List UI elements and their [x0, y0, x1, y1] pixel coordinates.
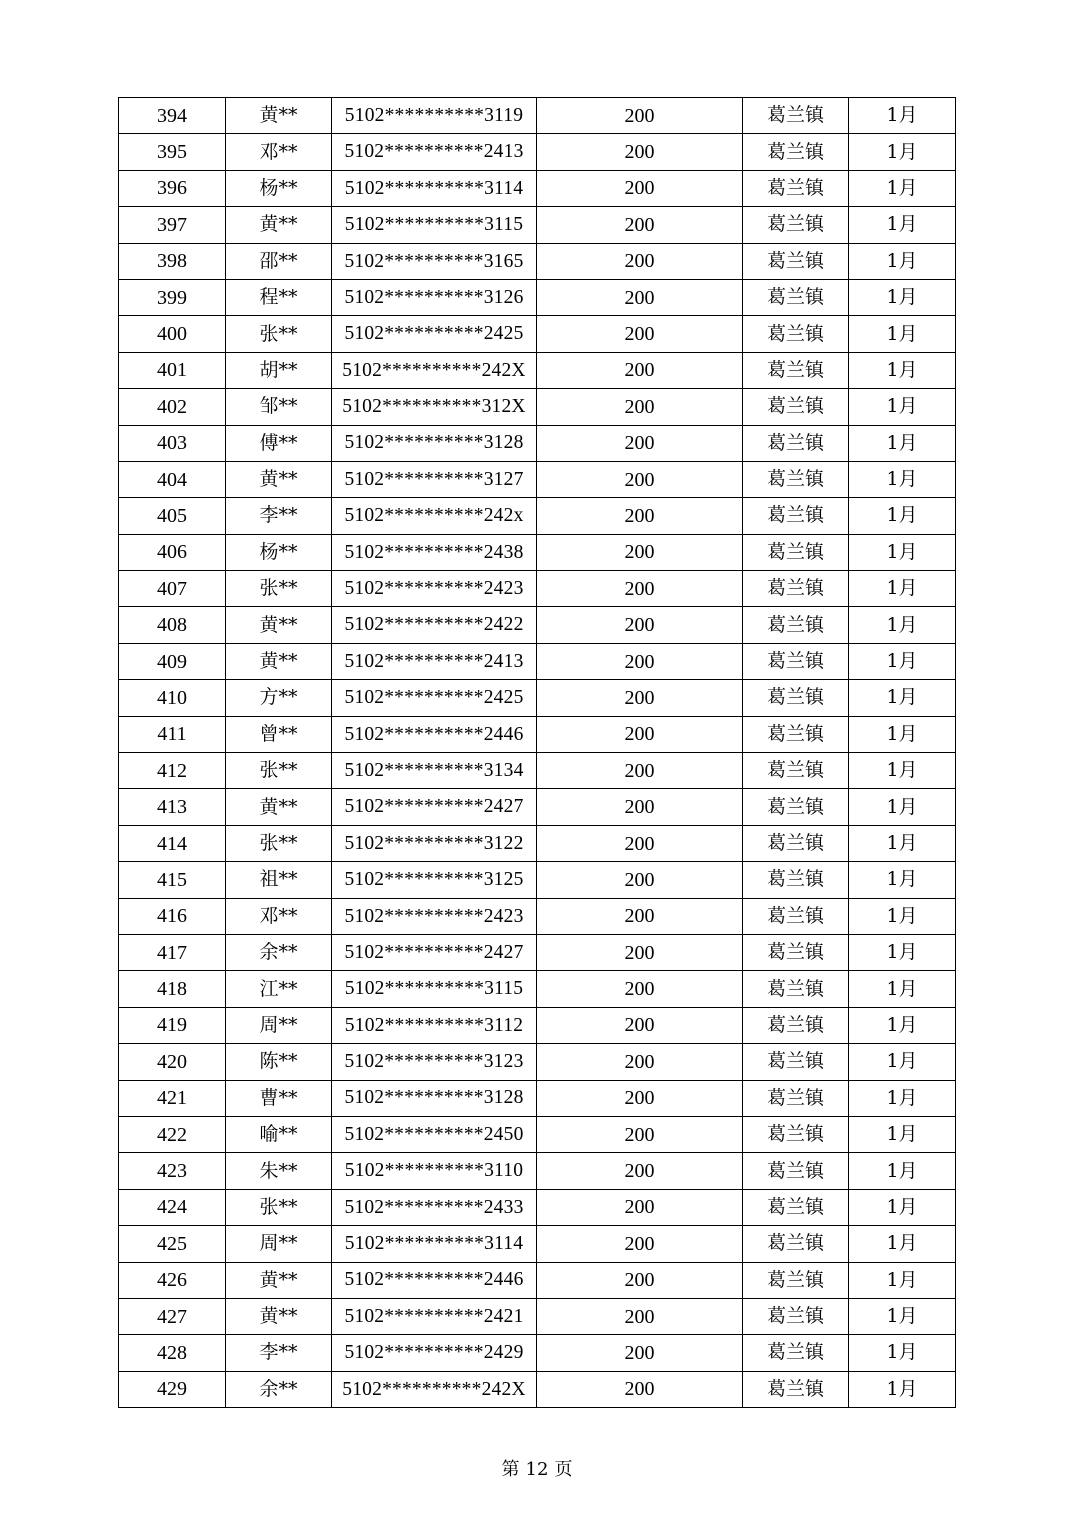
- table-row: [119, 461, 956, 497]
- month-cell: 1月: [849, 170, 956, 206]
- month-cell: 1月: [849, 352, 956, 388]
- seq-cell: 403: [119, 425, 226, 461]
- seq-cell: 395: [119, 134, 226, 170]
- table-row: [119, 716, 956, 752]
- town-cell: 葛兰镇: [743, 1371, 849, 1407]
- seq-cell: 404: [119, 461, 226, 497]
- amount-cell: 200: [537, 389, 743, 425]
- month-cell: 1月: [849, 753, 956, 789]
- id-number-cell: 5102**********242X: [332, 1371, 537, 1407]
- id-number-cell: 5102**********3128: [332, 425, 537, 461]
- name-cell: 喻**: [226, 1116, 332, 1152]
- id-number-cell: 5102**********2421: [332, 1298, 537, 1334]
- town-cell: 葛兰镇: [743, 571, 849, 607]
- name-cell: 黄**: [226, 1262, 332, 1298]
- town-cell: 葛兰镇: [743, 98, 849, 134]
- amount-cell: 200: [537, 1007, 743, 1043]
- name-cell: 方**: [226, 680, 332, 716]
- name-cell: 黄**: [226, 98, 332, 134]
- amount-cell: 200: [537, 498, 743, 534]
- name-cell: 张**: [226, 1189, 332, 1225]
- month-cell: 1月: [849, 1044, 956, 1080]
- name-cell: 朱**: [226, 1153, 332, 1189]
- town-cell: 葛兰镇: [743, 753, 849, 789]
- id-number-cell: 5102**********3165: [332, 243, 537, 279]
- month-cell: 1月: [849, 607, 956, 643]
- name-cell: 余**: [226, 934, 332, 970]
- seq-cell: 415: [119, 862, 226, 898]
- seq-cell: 408: [119, 607, 226, 643]
- seq-cell: 396: [119, 170, 226, 206]
- name-cell: 邹**: [226, 389, 332, 425]
- seq-cell: 414: [119, 825, 226, 861]
- amount-cell: 200: [537, 971, 743, 1007]
- id-number-cell: 5102**********242x: [332, 498, 537, 534]
- town-cell: 葛兰镇: [743, 134, 849, 170]
- month-cell: 1月: [849, 1080, 956, 1116]
- name-cell: 黄**: [226, 207, 332, 243]
- town-cell: 葛兰镇: [743, 1116, 849, 1152]
- id-number-cell: 5102**********3119: [332, 98, 537, 134]
- table-row: [119, 279, 956, 315]
- name-cell: 张**: [226, 825, 332, 861]
- amount-cell: 200: [537, 425, 743, 461]
- month-cell: 1月: [849, 680, 956, 716]
- seq-cell: 407: [119, 571, 226, 607]
- seq-cell: 422: [119, 1116, 226, 1152]
- amount-cell: 200: [537, 1298, 743, 1334]
- name-cell: 李**: [226, 1335, 332, 1371]
- town-cell: 葛兰镇: [743, 1153, 849, 1189]
- table-row: [119, 680, 956, 716]
- table-row: [119, 862, 956, 898]
- amount-cell: 200: [537, 534, 743, 570]
- amount-cell: 200: [537, 1226, 743, 1262]
- table-row: [119, 534, 956, 570]
- id-number-cell: 5102**********2433: [332, 1189, 537, 1225]
- month-cell: 1月: [849, 1226, 956, 1262]
- name-cell: 黄**: [226, 461, 332, 497]
- seq-cell: 394: [119, 98, 226, 134]
- name-cell: 黄**: [226, 1298, 332, 1334]
- table-row: [119, 1335, 956, 1371]
- month-cell: 1月: [849, 934, 956, 970]
- month-cell: 1月: [849, 1153, 956, 1189]
- name-cell: 胡**: [226, 352, 332, 388]
- month-cell: 1月: [849, 1371, 956, 1407]
- amount-cell: 200: [537, 789, 743, 825]
- month-cell: 1月: [849, 1116, 956, 1152]
- amount-cell: 200: [537, 352, 743, 388]
- seq-cell: 416: [119, 898, 226, 934]
- table-row: [119, 389, 956, 425]
- town-cell: 葛兰镇: [743, 243, 849, 279]
- month-cell: 1月: [849, 279, 956, 315]
- roster-table-body: [119, 98, 956, 1408]
- month-cell: 1月: [849, 389, 956, 425]
- town-cell: 葛兰镇: [743, 643, 849, 679]
- month-cell: 1月: [849, 825, 956, 861]
- name-cell: 邵**: [226, 243, 332, 279]
- id-number-cell: 5102**********2450: [332, 1116, 537, 1152]
- seq-cell: 401: [119, 352, 226, 388]
- table-row: [119, 607, 956, 643]
- amount-cell: 200: [537, 753, 743, 789]
- table-row: [119, 1371, 956, 1407]
- id-number-cell: 5102**********2446: [332, 1262, 537, 1298]
- town-cell: 葛兰镇: [743, 1080, 849, 1116]
- seq-cell: 420: [119, 1044, 226, 1080]
- town-cell: 葛兰镇: [743, 352, 849, 388]
- seq-cell: 417: [119, 934, 226, 970]
- month-cell: 1月: [849, 1189, 956, 1225]
- id-number-cell: 5102**********2425: [332, 680, 537, 716]
- id-number-cell: 5102**********3115: [332, 207, 537, 243]
- amount-cell: 200: [537, 1044, 743, 1080]
- month-cell: 1月: [849, 243, 956, 279]
- table-row: [119, 753, 956, 789]
- month-cell: 1月: [849, 98, 956, 134]
- amount-cell: 200: [537, 934, 743, 970]
- id-number-cell: 5102**********3115: [332, 971, 537, 1007]
- town-cell: 葛兰镇: [743, 207, 849, 243]
- name-cell: 杨**: [226, 534, 332, 570]
- id-number-cell: 5102**********3127: [332, 461, 537, 497]
- seq-cell: 429: [119, 1371, 226, 1407]
- seq-cell: 400: [119, 316, 226, 352]
- name-cell: 黄**: [226, 789, 332, 825]
- month-cell: 1月: [849, 716, 956, 752]
- id-number-cell: 5102**********2429: [332, 1335, 537, 1371]
- amount-cell: 200: [537, 1153, 743, 1189]
- month-cell: 1月: [849, 498, 956, 534]
- month-cell: 1月: [849, 862, 956, 898]
- seq-cell: 426: [119, 1262, 226, 1298]
- amount-cell: 200: [537, 680, 743, 716]
- footer-prefix: 第: [501, 1459, 520, 1480]
- month-cell: 1月: [849, 1262, 956, 1298]
- amount-cell: 200: [537, 98, 743, 134]
- id-number-cell: 5102**********2446: [332, 716, 537, 752]
- id-number-cell: 5102**********3123: [332, 1044, 537, 1080]
- id-number-cell: 5102**********2422: [332, 607, 537, 643]
- month-cell: 1月: [849, 461, 956, 497]
- name-cell: 杨**: [226, 170, 332, 206]
- table-row: [119, 1298, 956, 1334]
- seq-cell: 412: [119, 753, 226, 789]
- table-row: [119, 1262, 956, 1298]
- seq-cell: 406: [119, 534, 226, 570]
- town-cell: 葛兰镇: [743, 1262, 849, 1298]
- name-cell: 陈**: [226, 1044, 332, 1080]
- name-cell: 周**: [226, 1226, 332, 1262]
- town-cell: 葛兰镇: [743, 1007, 849, 1043]
- seq-cell: 427: [119, 1298, 226, 1334]
- name-cell: 祖**: [226, 862, 332, 898]
- name-cell: 张**: [226, 753, 332, 789]
- footer-suffix: 页: [554, 1459, 573, 1480]
- town-cell: 葛兰镇: [743, 862, 849, 898]
- month-cell: 1月: [849, 643, 956, 679]
- month-cell: 1月: [849, 207, 956, 243]
- name-cell: 张**: [226, 316, 332, 352]
- town-cell: 葛兰镇: [743, 789, 849, 825]
- table-row: [119, 134, 956, 170]
- id-number-cell: 5102**********3114: [332, 170, 537, 206]
- amount-cell: 200: [537, 243, 743, 279]
- town-cell: 葛兰镇: [743, 425, 849, 461]
- amount-cell: 200: [537, 1262, 743, 1298]
- table-row: [119, 498, 956, 534]
- amount-cell: 200: [537, 1335, 743, 1371]
- table-row: [119, 1153, 956, 1189]
- amount-cell: 200: [537, 170, 743, 206]
- amount-cell: 200: [537, 1080, 743, 1116]
- seq-cell: 421: [119, 1080, 226, 1116]
- town-cell: 葛兰镇: [743, 1335, 849, 1371]
- amount-cell: 200: [537, 461, 743, 497]
- town-cell: 葛兰镇: [743, 607, 849, 643]
- table-row: [119, 170, 956, 206]
- id-number-cell: 5102**********3125: [332, 862, 537, 898]
- table-row: [119, 643, 956, 679]
- name-cell: 曹**: [226, 1080, 332, 1116]
- amount-cell: 200: [537, 571, 743, 607]
- name-cell: 余**: [226, 1371, 332, 1407]
- seq-cell: 425: [119, 1226, 226, 1262]
- town-cell: 葛兰镇: [743, 716, 849, 752]
- name-cell: 黄**: [226, 643, 332, 679]
- town-cell: 葛兰镇: [743, 498, 849, 534]
- month-cell: 1月: [849, 1007, 956, 1043]
- name-cell: 李**: [226, 498, 332, 534]
- month-cell: 1月: [849, 571, 956, 607]
- seq-cell: 398: [119, 243, 226, 279]
- table-row: [119, 207, 956, 243]
- table-row: [119, 789, 956, 825]
- table-row: [119, 1116, 956, 1152]
- seq-cell: 409: [119, 643, 226, 679]
- amount-cell: 200: [537, 643, 743, 679]
- amount-cell: 200: [537, 862, 743, 898]
- id-number-cell: 5102**********242X: [332, 352, 537, 388]
- id-number-cell: 5102**********2425: [332, 316, 537, 352]
- name-cell: 邓**: [226, 134, 332, 170]
- town-cell: 葛兰镇: [743, 1226, 849, 1262]
- amount-cell: 200: [537, 898, 743, 934]
- month-cell: 1月: [849, 898, 956, 934]
- month-cell: 1月: [849, 971, 956, 1007]
- seq-cell: 399: [119, 279, 226, 315]
- id-number-cell: 5102**********3110: [332, 1153, 537, 1189]
- id-number-cell: 5102**********3126: [332, 279, 537, 315]
- name-cell: 黄**: [226, 607, 332, 643]
- seq-cell: 419: [119, 1007, 226, 1043]
- table-row: [119, 898, 956, 934]
- table-row: [119, 98, 956, 134]
- seq-cell: 402: [119, 389, 226, 425]
- seq-cell: 410: [119, 680, 226, 716]
- month-cell: 1月: [849, 1298, 956, 1334]
- table-row: [119, 1189, 956, 1225]
- amount-cell: 200: [537, 825, 743, 861]
- id-number-cell: 5102**********3134: [332, 753, 537, 789]
- name-cell: 江**: [226, 971, 332, 1007]
- seq-cell: 397: [119, 207, 226, 243]
- page-footer: [0, 1455, 1074, 1481]
- amount-cell: 200: [537, 316, 743, 352]
- id-number-cell: 5102**********3114: [332, 1226, 537, 1262]
- table-row: [119, 825, 956, 861]
- id-number-cell: 5102**********3112: [332, 1007, 537, 1043]
- town-cell: 葛兰镇: [743, 825, 849, 861]
- table-row: [119, 971, 956, 1007]
- seq-cell: 413: [119, 789, 226, 825]
- town-cell: 葛兰镇: [743, 1044, 849, 1080]
- table-row: [119, 316, 956, 352]
- amount-cell: 200: [537, 279, 743, 315]
- id-number-cell: 5102**********2413: [332, 134, 537, 170]
- id-number-cell: 5102**********312X: [332, 389, 537, 425]
- town-cell: 葛兰镇: [743, 898, 849, 934]
- table-row: [119, 934, 956, 970]
- town-cell: 葛兰镇: [743, 534, 849, 570]
- month-cell: 1月: [849, 134, 956, 170]
- amount-cell: 200: [537, 207, 743, 243]
- name-cell: 张**: [226, 571, 332, 607]
- amount-cell: 200: [537, 607, 743, 643]
- id-number-cell: 5102**********2427: [332, 789, 537, 825]
- table-row: [119, 571, 956, 607]
- table-row: [119, 425, 956, 461]
- town-cell: 葛兰镇: [743, 1189, 849, 1225]
- town-cell: 葛兰镇: [743, 971, 849, 1007]
- table-row: [119, 1007, 956, 1043]
- seq-cell: 418: [119, 971, 226, 1007]
- town-cell: 葛兰镇: [743, 680, 849, 716]
- month-cell: 1月: [849, 1335, 956, 1371]
- amount-cell: 200: [537, 1116, 743, 1152]
- name-cell: 曾**: [226, 716, 332, 752]
- month-cell: 1月: [849, 316, 956, 352]
- id-number-cell: 5102**********2438: [332, 534, 537, 570]
- town-cell: 葛兰镇: [743, 461, 849, 497]
- table-row: [119, 1226, 956, 1262]
- month-cell: 1月: [849, 425, 956, 461]
- table-row: [119, 352, 956, 388]
- seq-cell: 411: [119, 716, 226, 752]
- roster-table: [118, 97, 956, 1408]
- seq-cell: 428: [119, 1335, 226, 1371]
- month-cell: 1月: [849, 534, 956, 570]
- amount-cell: 200: [537, 1189, 743, 1225]
- table-row: [119, 1080, 956, 1116]
- page-number: 12: [525, 1459, 549, 1480]
- amount-cell: 200: [537, 1371, 743, 1407]
- id-number-cell: 5102**********2427: [332, 934, 537, 970]
- id-number-cell: 5102**********2423: [332, 898, 537, 934]
- seq-cell: 423: [119, 1153, 226, 1189]
- amount-cell: 200: [537, 716, 743, 752]
- seq-cell: 405: [119, 498, 226, 534]
- town-cell: 葛兰镇: [743, 934, 849, 970]
- town-cell: 葛兰镇: [743, 170, 849, 206]
- town-cell: 葛兰镇: [743, 389, 849, 425]
- id-number-cell: 5102**********2423: [332, 571, 537, 607]
- table-row: [119, 1044, 956, 1080]
- month-cell: 1月: [849, 789, 956, 825]
- name-cell: 程**: [226, 279, 332, 315]
- town-cell: 葛兰镇: [743, 316, 849, 352]
- town-cell: 葛兰镇: [743, 1298, 849, 1334]
- id-number-cell: 5102**********3122: [332, 825, 537, 861]
- name-cell: 傅**: [226, 425, 332, 461]
- amount-cell: 200: [537, 134, 743, 170]
- id-number-cell: 5102**********3128: [332, 1080, 537, 1116]
- town-cell: 葛兰镇: [743, 279, 849, 315]
- id-number-cell: 5102**********2413: [332, 643, 537, 679]
- name-cell: 邓**: [226, 898, 332, 934]
- seq-cell: 424: [119, 1189, 226, 1225]
- table-row: [119, 243, 956, 279]
- name-cell: 周**: [226, 1007, 332, 1043]
